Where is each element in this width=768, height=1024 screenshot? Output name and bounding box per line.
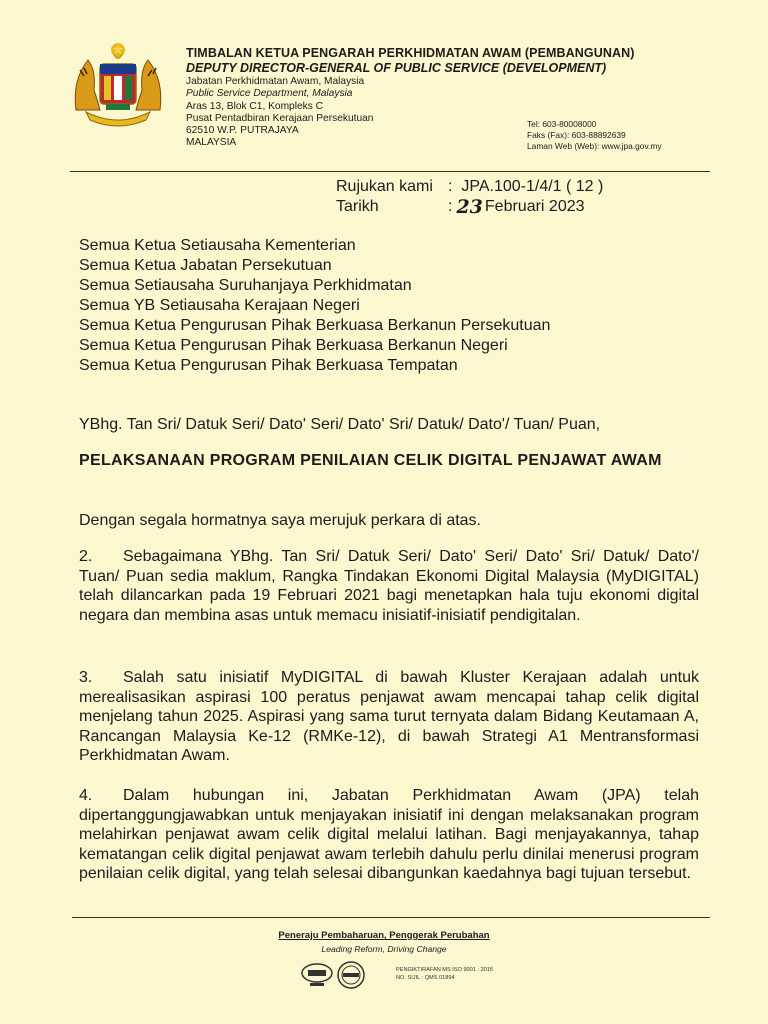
salutation: YBhg. Tan Sri/ Datuk Seri/ Dato' Seri/ Dato' Sri/ Datuk/ Dato'/ Tuan/ Puan, [79,416,601,433]
paragraph-number: 3. [79,669,93,686]
date-label: Tarikh [336,198,379,215]
contact-block [527,119,662,152]
recipient-item: Semua Ketua Pengurusan Pihak Berkuasa Berkanun Persekutuan [79,317,551,334]
dept-name-en: Public Service Department, Malaysia [186,88,353,100]
dept-name-ms: Jabatan Perkhidmatan Awam, Malaysia [186,76,365,87]
coat-of-arms-icon [66,40,170,128]
recipient-item: Semua Setiausaha Suruhanjaya Perkhidmatan [79,277,412,294]
date-month-year: Februari 2023 [484,198,585,215]
cert-number: NO. SIJIL : QMS 01894 [396,975,455,981]
paragraph-number: 2. [79,548,93,565]
recipient-item: Semua Ketua Pengurusan Pihak Berkuasa Berkanun Negeri [79,337,508,354]
address-line: Aras 13, Blok C1, Kompleks C [186,100,324,112]
footer-motto [0,930,768,954]
paragraph-1: Dengan segala hormatnya saya merujuk perkara di atas. [79,512,481,529]
recipient-item: Semua Ketua Pengurusan Pihak Berkuasa Tempatan [79,357,458,374]
paragraph-4 [79,786,699,884]
footer-divider [72,917,710,918]
letter-subject: PELAKSANAAN PROGRAM PENILAIAN CELIK DIGITAL PENJAWAT AWAM [79,452,662,469]
motto-ms: Peneraju Pembaharuan, Penggerak Perubahan [278,930,490,941]
letterhead-title-en: DEPUTY DIRECTOR-GENERAL OF PUBLIC SERVICE (DEVELOPMENT) [186,61,607,75]
letterhead-title-ms: TIMBALAN KETUA PENGARAH PERKHIDMATAN AWAM (PEMBANGUNAN) [186,46,635,60]
fax: Faks (Fax): 603-88892639 [527,130,626,140]
address-line: MALAYSIA [186,137,237,149]
certification-text [396,966,493,982]
iso-badge-icon [336,960,366,990]
paragraph-text: Sebagaimana YBhg. Tan Sri/ Datuk Seri/ Dato' Seri/ Dato' Sri/ Datuk/ Dato'/ Tuan/ Puan sedia maklum, Rangka Tindakan Ekonomi Digital Malaysia (MyDIGITAL) telah dilancarkan pada 19 Februari 2021 bagi menetapkan hala tuju ekonomi digital negara dan membina asas untuk memacu inisiatif-inisiatif pendigitalan. [79,548,699,624]
address-line: Pusat Pentadbiran Kerajaan Persekutuan [186,112,374,124]
recipient-item: Semua Ketua Jabatan Persekutuan [79,257,332,274]
cert-line: PENGIKTIRAFAN MS ISO 9001 : 2015 [396,967,493,973]
paragraph-text: Salah satu inisiatif MyDIGITAL di bawah Kluster Kerajaan adalah untuk merealisasikan aspirasi 100 peratus penjawat awam mencapai tahap celik digital menjelang tahun 2025. Aspirasi yang sama turut ternyata dalam Bidang Keutamaan A, Rancangan Malaysia Ke-12 (RMKe-12), di bawah Strategi A1 Mentransformasi Perkhidmatan Awam. [79,669,699,764]
header-divider [70,171,710,172]
motto-en: Leading Reform, Driving Change [321,944,447,954]
paragraph-text: Dalam hubungan ini, Jabatan Perkhidmatan Awam (JPA) telah dipertanggungjawabkan untuk menjayakan inisiatif ini dengan melaksanakan program melahirkan penjawat awam celik digital melalui latihan. Bagi menjayakannya, tahap kematangan celik digital penjawat awam terlebih dahulu perlu dinilai menerusi program penilaian celik digital, yang telah selesai dibangunkan kaedahnya bagi tujuan tersebut. [79,787,699,882]
recipient-item: Semua Ketua Setiausaha Kementerian [79,237,356,254]
recipient-item: Semua YB Setiausaha Kerajaan Negeri [79,297,360,314]
paragraph-2 [79,547,699,625]
reference-block: Rujukan kami : JPA.100-1/4/1 ( 12 ) Tarikh : 23 Februari 2023 [336,178,604,218]
paragraph-3 [79,668,699,766]
recipients-list [79,236,550,376]
telephone: Tel: 603-80008000 [527,119,597,129]
handwritten-date-day: 23 [456,196,483,218]
paragraph-number: 4. [79,787,93,804]
ref-number: JPA.100-1/4/1 ( 12 ) [461,178,604,195]
address-line: 62510 W.P. PUTRAJAYA [186,125,299,137]
certification-logo-icon [300,962,334,988]
website-link[interactable]: Laman Web (Web): www.jpa.gov.my [527,141,662,151]
ref-label: Rujukan kami [336,178,433,195]
